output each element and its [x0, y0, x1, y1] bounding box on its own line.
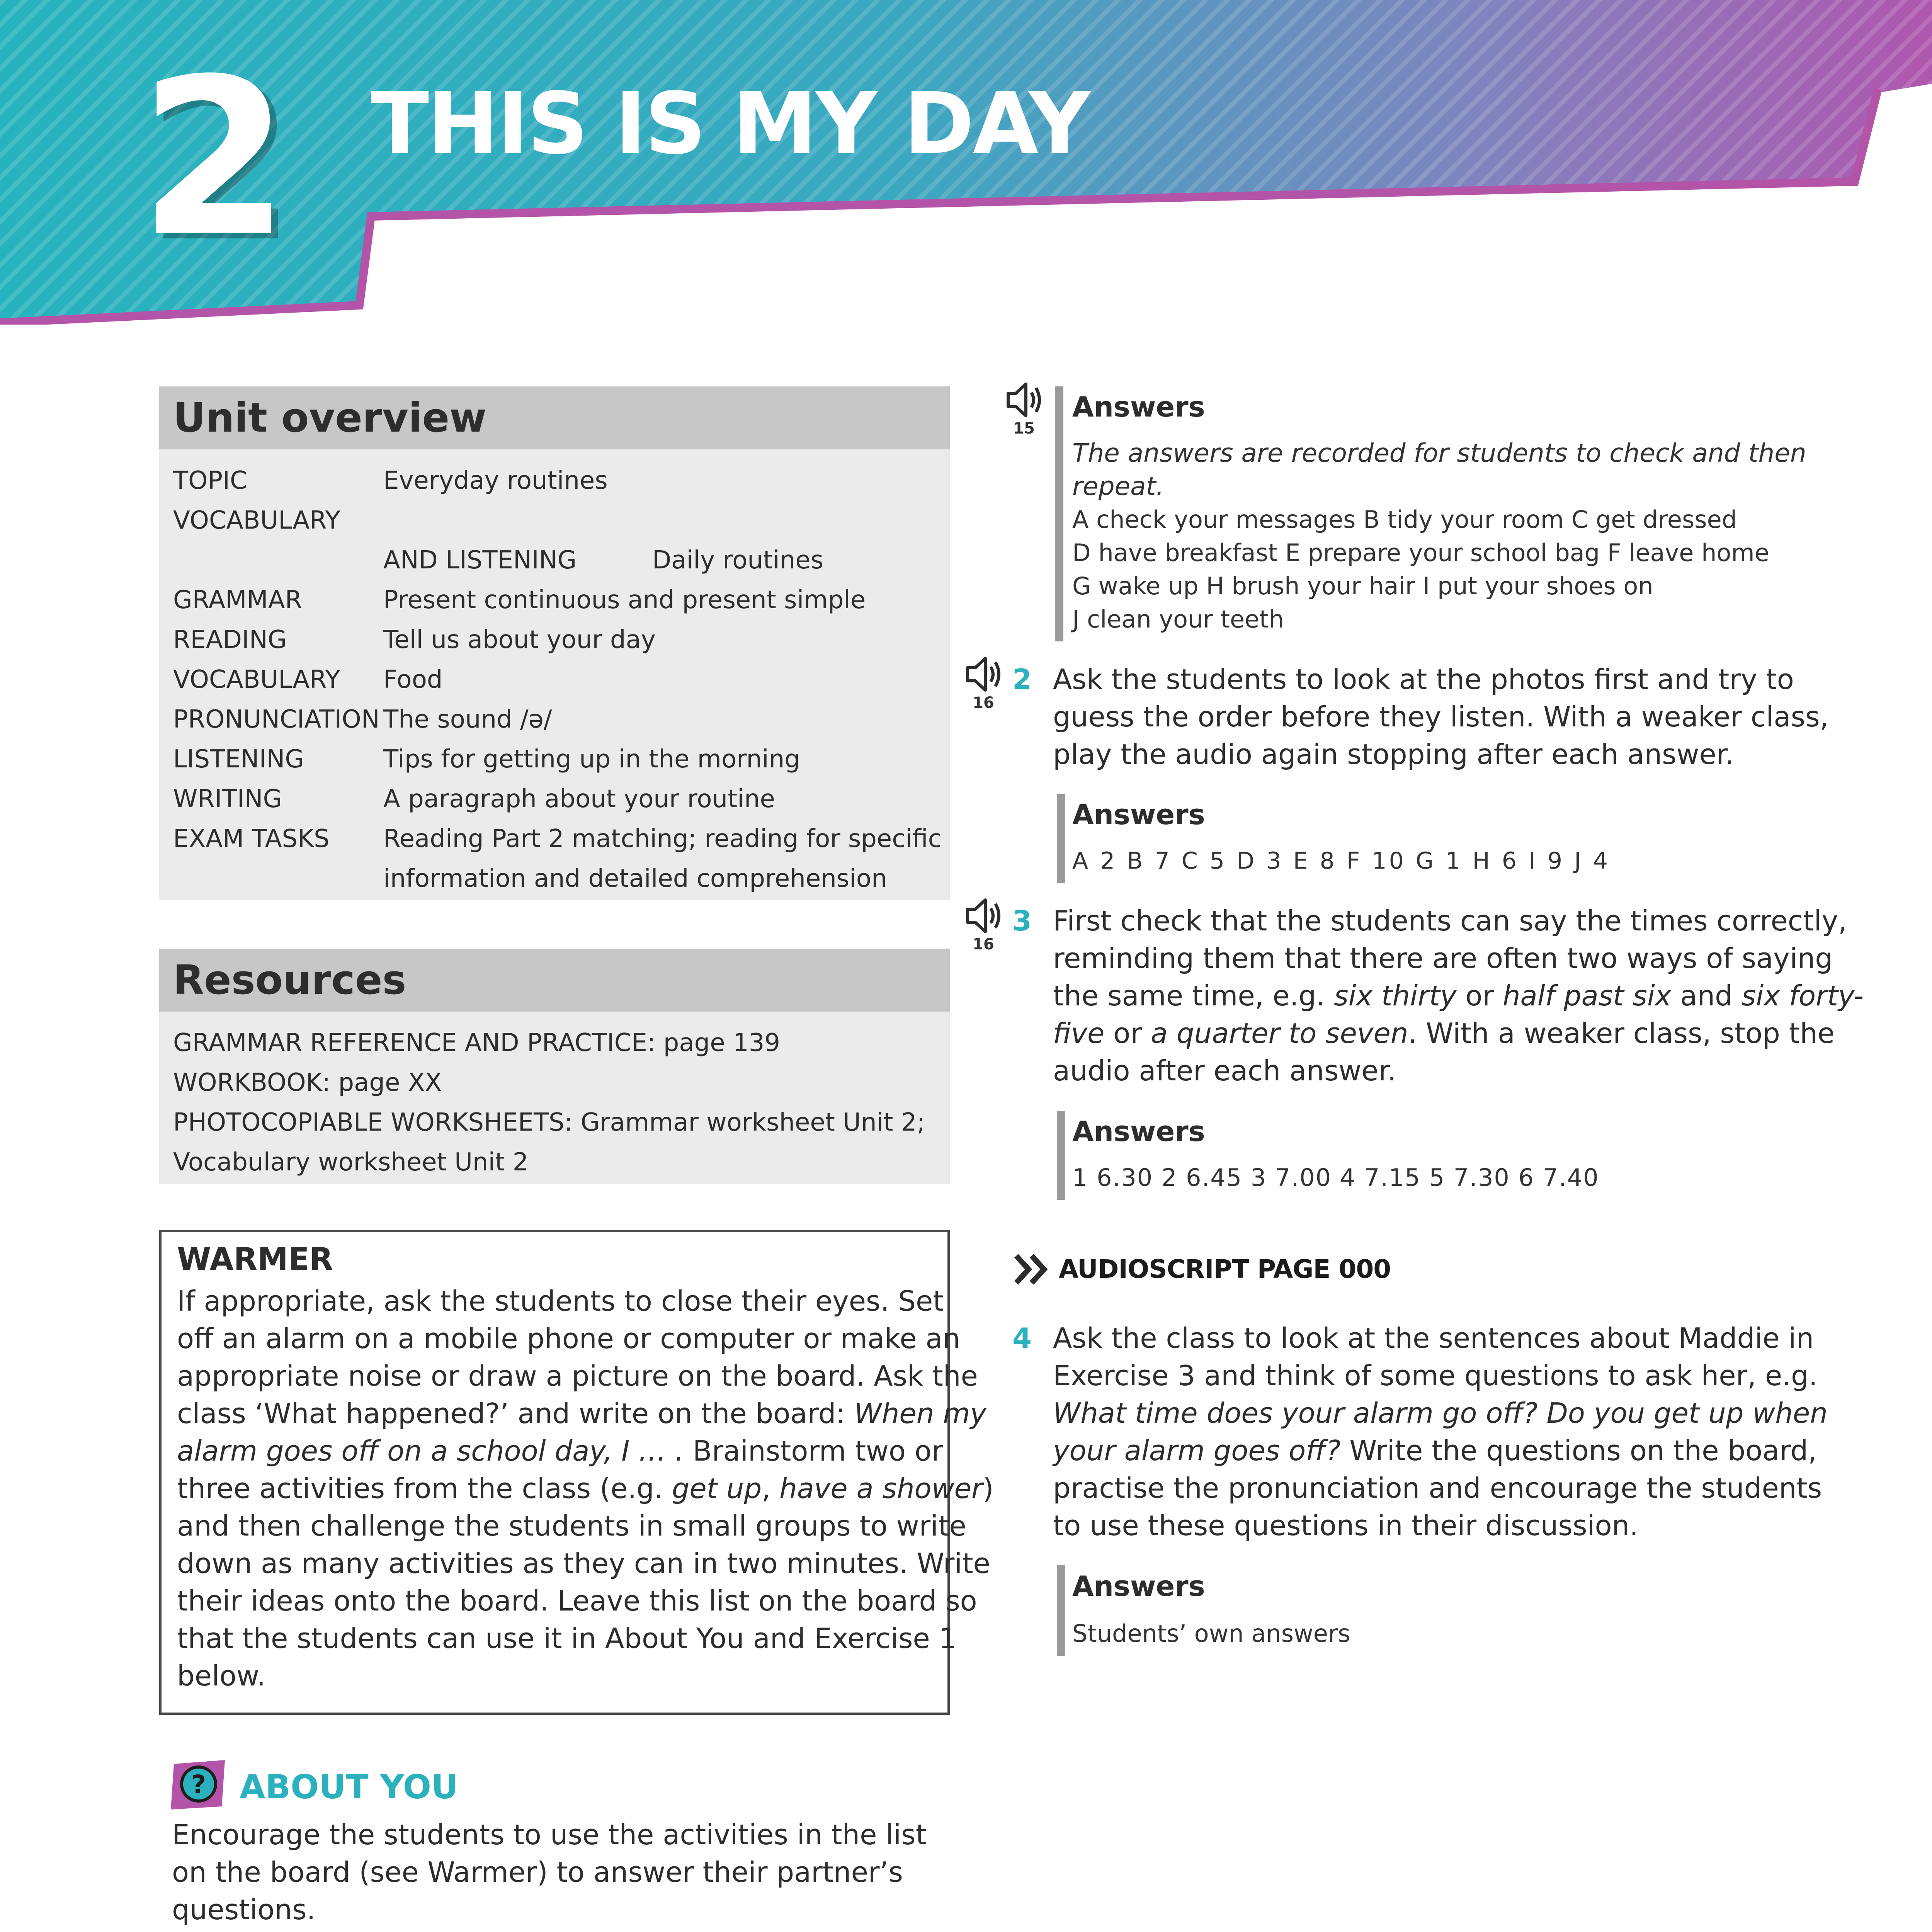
exercise-3-line — [1053, 977, 1864, 1015]
text-span: off an alarm on a mobile phone or computer or make an — [177, 1322, 961, 1355]
text-span: that the students can use it in About You and Exercise 1 — [177, 1622, 957, 1655]
answers-3-text: 1 6.30 2 6.45 3 7.00 4 7.15 5 7.30 6 7.40 — [1072, 1163, 1599, 1192]
answers-1-italic-line: The answers are recorded for students to check and then — [1072, 438, 1806, 468]
text-span: below. — [177, 1660, 266, 1692]
overview-value: information and detailed comprehension — [383, 864, 887, 893]
unit-overview-heading: Unit overview — [159, 386, 950, 449]
audio-icon[interactable] — [1003, 379, 1045, 421]
overview-value-extra: Daily routines — [652, 546, 824, 575]
exercise-4-line — [1053, 1507, 1638, 1544]
italic-text: get up — [672, 1472, 762, 1505]
warmer-line — [177, 1282, 944, 1320]
overview-value: The sound /ə/ — [383, 705, 552, 734]
text-span: First check that the students can say the times correctly, — [1053, 905, 1847, 937]
overview-topic: TOPIC — [173, 466, 247, 495]
text-span: ) — [983, 1472, 994, 1505]
svg-text:?: ? — [191, 1770, 206, 1799]
italic-text: six thirty — [1334, 980, 1457, 1012]
answers-1-bar — [1055, 386, 1063, 641]
text-span: Exercise 3 and think of some questions to ask her, e.g. — [1053, 1359, 1818, 1392]
track-16-label: 16 — [973, 935, 994, 953]
about-you-line: questions. — [172, 1893, 316, 1926]
warmer-line — [177, 1507, 966, 1545]
italic-text: have a shower — [779, 1472, 983, 1505]
resources-panel — [159, 949, 950, 1184]
italic-text: your alarm goes off? — [1053, 1434, 1341, 1467]
resources-line: GRAMMAR REFERENCE AND PRACTICE: page 139 — [173, 1029, 781, 1057]
warmer-line — [177, 1357, 978, 1395]
warmer-line — [177, 1395, 986, 1432]
text-span: reminding them that there are often two ways of saying — [1053, 942, 1833, 975]
audio-icon[interactable] — [962, 653, 1005, 696]
about-you-title: ABOUT YOU — [240, 1768, 458, 1806]
text-span: three activities from the class (e.g. — [177, 1472, 672, 1505]
answers-1-title: Answers — [1072, 391, 1205, 423]
text-span: down as many activities as they can in two minutes. Write — [177, 1547, 990, 1580]
italic-text: half past six — [1502, 980, 1672, 1012]
answers-2-text: A 2 B 7 C 5 D 3 E 8 F 10 G 1 H 6 I 9 J 4 — [1072, 847, 1611, 874]
text-span: and — [1671, 980, 1742, 1012]
text-span: their ideas onto the board. Leave this list on the board so — [177, 1585, 977, 1617]
italic-text: alarm goes off on a school day, I … . — [177, 1435, 684, 1467]
text-span: Brainstorm two or — [684, 1435, 943, 1467]
text-span: audio after each answer. — [1053, 1054, 1396, 1087]
text-span: Write the questions on the board, — [1340, 1434, 1817, 1467]
answers-4-bar — [1057, 1565, 1065, 1656]
text-span: or — [1104, 1017, 1151, 1049]
exercise-3-number: 3 — [1012, 905, 1032, 937]
overview-topic: GRAMMAR — [173, 586, 302, 614]
answers-4-text: Students’ own answers — [1072, 1619, 1350, 1648]
warmer-title: WARMER — [177, 1241, 333, 1277]
overview-topic: WRITING — [173, 785, 282, 813]
overview-topic: READING — [173, 626, 287, 654]
exercise-4-line — [1053, 1432, 1817, 1469]
about-you-line: Encourage the students to use the activities in the list — [172, 1818, 927, 1851]
overview-topic: LISTENING — [173, 745, 304, 774]
text-span: appropriate noise or draw a picture on the board. Ask the — [177, 1360, 978, 1392]
unit-overview-panel — [159, 386, 950, 900]
answers-1-line: J clean your teeth — [1072, 605, 1284, 633]
unit-title: THIS IS MY DAY — [371, 74, 1089, 173]
text-span: If appropriate, ask the students to close their eyes. Set — [177, 1285, 944, 1317]
overview-value: AND LISTENING — [383, 546, 577, 575]
overview-value: Present continuous and present simple — [383, 586, 866, 614]
question-icon — [171, 1760, 229, 1810]
overview-value: Everyday routines — [383, 466, 608, 495]
answers-1-italic-line: repeat. — [1072, 471, 1164, 501]
exercise-2-line: guess the order before they listen. With a weaker class, — [1053, 701, 1829, 733]
exercise-2-line: Ask the students to look at the photos first and try to — [1053, 663, 1794, 696]
overview-value: Reading Part 2 matching; reading for specific — [383, 825, 942, 853]
warmer-line — [177, 1320, 960, 1357]
overview-value: Food — [383, 665, 443, 694]
overview-value: A paragraph about your routine — [383, 785, 775, 813]
exercise-4-number: 4 — [1012, 1322, 1032, 1354]
exercise-2-line: play the audio again stopping after each answer. — [1053, 738, 1734, 770]
overview-topic: VOCABULARY — [173, 506, 340, 535]
track-16-label: 16 — [973, 694, 994, 712]
about-you-line: on the board (see Warmer) to answer their partner’s — [172, 1856, 903, 1888]
warmer-line — [177, 1470, 994, 1507]
text-span: practise the pronunciation and encourage the students — [1053, 1472, 1822, 1504]
answers-3-bar — [1057, 1111, 1065, 1200]
italic-text: a quarter to seven — [1150, 1017, 1408, 1049]
resources-line: Vocabulary worksheet Unit 2 — [173, 1148, 529, 1177]
exercise-3-line — [1053, 940, 1833, 977]
text-span: , — [762, 1472, 779, 1505]
warmer-line — [177, 1582, 977, 1620]
exercise-4-line — [1053, 1357, 1818, 1395]
answers-3-title: Answers — [1072, 1115, 1205, 1148]
answers-4-title: Answers — [1072, 1570, 1205, 1602]
overview-value: Tips for getting up in the morning — [383, 745, 800, 774]
italic-text: six forty- — [1741, 980, 1864, 1012]
overview-topic: EXAM TASKS — [173, 825, 330, 853]
overview-topic: VOCABULARY — [173, 665, 340, 694]
italic-text: five — [1053, 1017, 1105, 1049]
exercise-3-line — [1053, 1052, 1396, 1090]
exercise-3-line — [1053, 1015, 1835, 1052]
exercise-3-line — [1053, 902, 1847, 940]
text-span: class ‘What happened?’ and write on the board: — [177, 1397, 854, 1430]
warmer-box — [159, 1230, 994, 1715]
track-15-label: 15 — [1013, 420, 1035, 437]
audioscript-link[interactable]: AUDIOSCRIPT PAGE 000 — [1059, 1254, 1391, 1284]
exercise-2-number: 2 — [1012, 663, 1032, 696]
unit-number: 2 — [139, 32, 290, 284]
overview-topic: PRONUNCIATION — [173, 705, 380, 734]
warmer-line — [177, 1657, 265, 1695]
warmer-line — [177, 1545, 990, 1582]
resources-heading: Resources — [159, 949, 950, 1012]
text-span: Ask the class to look at the sentences about Maddie in — [1053, 1322, 1814, 1354]
warmer-line — [177, 1620, 956, 1657]
answers-2-bar — [1057, 794, 1065, 883]
italic-text: What time does your alarm go off? Do you get up when — [1053, 1397, 1828, 1429]
answers-1-line: G wake up H brush your hair I put your shoes on — [1072, 572, 1653, 600]
answers-1-line: A check your messages B tidy your room C get dressed — [1072, 505, 1737, 534]
resources-line: PHOTOCOPIABLE WORKSHEETS: Grammar worksheet Unit 2; — [173, 1108, 925, 1137]
double-chevron-icon — [1012, 1252, 1051, 1287]
audio-icon[interactable] — [962, 895, 1005, 937]
overview-value: Tell us about your day — [383, 626, 656, 654]
text-span: or — [1456, 980, 1503, 1012]
text-span: to use these questions in their discussion. — [1053, 1509, 1639, 1542]
exercise-4-line — [1053, 1395, 1828, 1432]
text-span: . With a weaker class, stop the — [1408, 1017, 1835, 1049]
resources-line: WORKBOOK: page XX — [173, 1068, 442, 1097]
text-span: the same time, e.g. — [1053, 980, 1334, 1012]
answers-1-line: D have breakfast E prepare your school bag F leave home — [1072, 539, 1769, 567]
exercise-4-line — [1053, 1320, 1814, 1357]
warmer-line — [177, 1432, 943, 1470]
answers-2-title: Answers — [1072, 798, 1205, 831]
italic-text: When my — [854, 1397, 986, 1430]
exercise-4-line — [1053, 1469, 1822, 1507]
text-span: and then challenge the students in small groups to write — [177, 1510, 966, 1542]
